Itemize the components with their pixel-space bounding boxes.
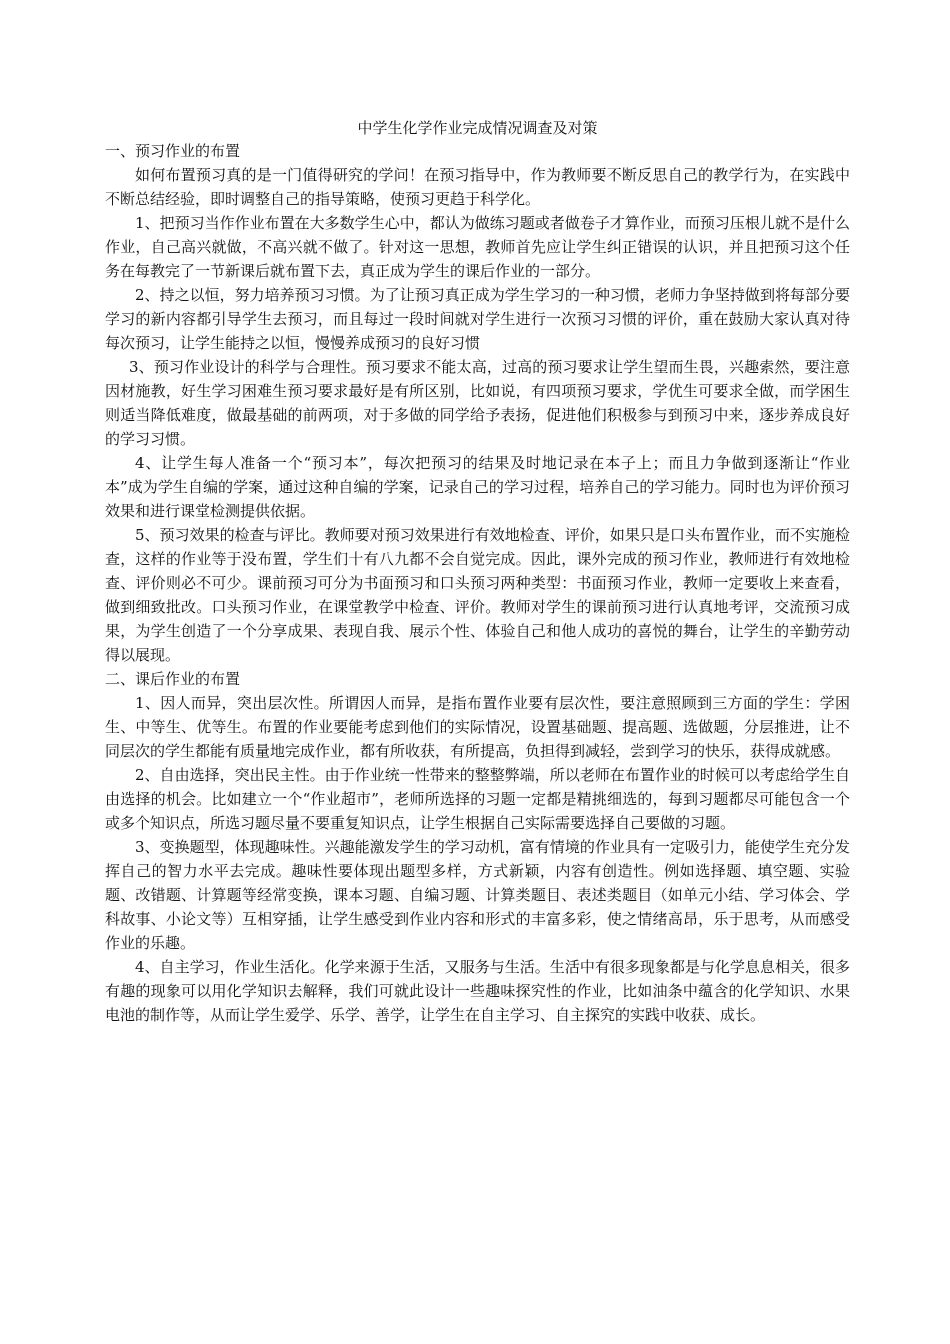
section-heading-preview-homework: 一、预习作业的布置 — [105, 142, 241, 160]
document-body — [105, 117, 850, 1027]
paragraph-after-class-2: 2、自由选择，突出民主性。由于作业统一性带来的整整弊端，所以老师在布置作业的时候可以考虑给学生自由选择的机会。比如建立一个“作业超市”，老师所选择的习题一定都是精挑细选的，每到习题都尽可能包含一个或多个知识点，所选习题尽量不要重复知识点，让学生根据自己实际需要选择自己要做的习题。 — [105, 766, 850, 832]
paragraph-preview-1: 1、把预习当作作业布置在大多数学生心中，都认为做练习题或者做卷子才算作业，而预习压根儿就不是什么作业，自己高兴就做，不高兴就不做了。针对这一思想，教师首先应让学生纠正错误的认识，并且把预习这个任务在每教完了一节新课后就布置下去，真正成为学生的课后作业的一部分。 — [105, 214, 850, 280]
paragraph-intro: 如何布置预习真的是一门值得研究的学问！在预习指导中，作为教师要不断反思自己的教学行为，在实践中不断总结经验，即时调整自己的指导策略，使预习更趋于科学化。 — [105, 166, 850, 208]
document-title: 中学生化学作业完成情况调查及对策 — [357, 119, 598, 137]
paragraph-preview-5: 5、预习效果的检查与评比。教师要对预习效果进行有效地检查、评价，如果只是口头布置作业，而不实施检查，这样的作业等于没布置，学生们十有八九都不会自觉完成。因此，课外完成的预习作业，教师进行有效地检查、评价则必不可少。课前预习可分为书面预习和口头预习两种类型：书面预习作业，教师一定要收上来查看，做到细致批改。口头预习作业，在课堂教学中检查、评价。教师对学生的课前预习进行认真地考评，交流预习成果，为学生创造了一个分享成果、表现自我、展示个性、体验自己和他人成功的喜悦的舞台，让学生的辛勤劳动得以展现。 — [105, 526, 850, 664]
paragraph-preview-4: 4、让学生每人准备一个“预习本”，每次把预习的结果及时地记录在本子上；而且力争做到逐渐让“作业本”成为学生自编的学案，通过这种自编的学案，记录自己的学习过程，培养自己的学习能力。同时也为评价预习效果和进行课堂检测提供依据。 — [105, 454, 850, 520]
section-heading-after-class-homework: 二、课后作业的布置 — [105, 670, 241, 688]
paragraph-after-class-1: 1、因人而异，突出层次性。所谓因人而异，是指布置作业要有层次性，要注意照顾到三方面的学生：学困生、中等生、优等生。布置的作业要能考虑到他们的实际情况，设置基础题、提高题、选做题，分层推进，让不同层次的学生都能有质量地完成作业，都有所收获，有所提高，负担得到减轻，尝到学习的快乐，获得成就感。 — [105, 694, 850, 760]
paragraph-after-class-4: 4、自主学习，作业生活化。化学来源于生活，又服务与生活。生活中有很多现象都是与化学息息相关，很多有趣的现象可以用化学知识去解释，我们可就此设计一些趣味探究性的作业，比如油条中蕴含的化学知识、水果电池的制作等，从而让学生爱学、乐学、善学，让学生在自主学习、自主探究的实践中收获、成长。 — [105, 958, 850, 1024]
paragraph-preview-2: 2、持之以恒，努力培养预习习惯。为了让预习真正成为学生学习的一种习惯，老师力争坚持做到将每部分要学习的新内容都引导学生去预习，而且每过一段时间就对学生进行一次预习习惯的评价，重在鼓励大家认真对待每次预习，让学生能持之以恒，慢慢养成预习的良好习惯 — [105, 286, 850, 352]
paragraph-after-class-3: 3、变换题型，体现趣味性。兴趣能激发学生的学习动机，富有情境的作业具有一定吸引力，能使学生充分发挥自己的智力水平去完成。趣味性要体现出题型多样，方式新颖，内容有创造性。例如选择题、填空题、实验题、改错题、计算题等经常变换，课本习题、自编习题、计算类题目、表述类题目（如单元小结、学习体会、学科故事、小论文等）互相穿插，让学生感受到作业内容和形式的丰富多彩，使之情绪高昂，乐于思考，从而感受作业的乐趣。 — [105, 838, 850, 952]
paragraph-preview-3: 3、预习作业设计的科学与合理性。预习要求不能太高，过高的预习要求让学生望而生畏，兴趣索然，要注意因材施教，好生学习困难生预习要求最好是有所区别，比如说，有四项预习要求，学优生可要求全做，而学困生则适当降低难度，做最基础的前两项，对于多做的同学给予表扬，促进他们积极参与到预习中来，逐步养成良好的学习习惯。 — [105, 358, 850, 448]
